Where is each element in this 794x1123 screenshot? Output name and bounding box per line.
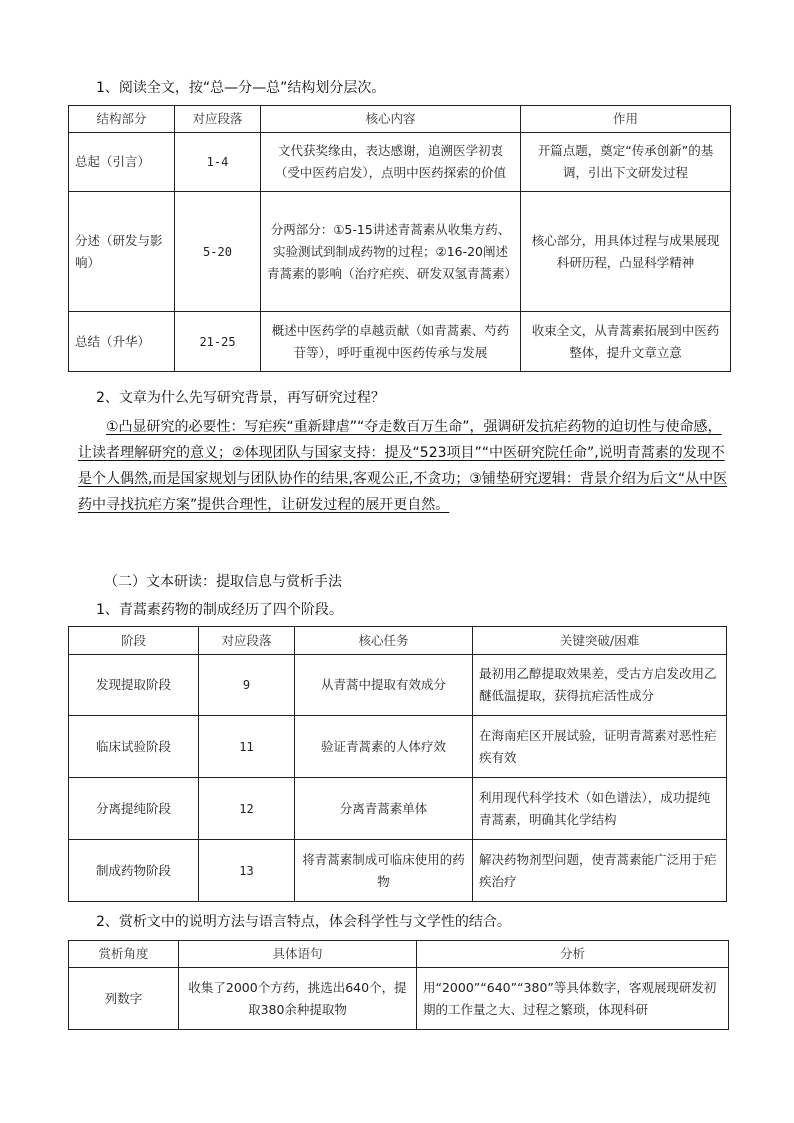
stage-name: 制成药物阶段 [69,840,199,902]
table-row [69,716,727,778]
table-row [69,133,731,192]
paragraph-range: 21-25 [175,312,261,372]
structure-part: 总起（引言） [69,133,175,192]
table-row [69,312,731,372]
table-header-row [69,941,729,968]
header-cell: 具体语句 [179,941,417,968]
core-content: 文代获奖缘由，表达感谢，追溯医学初衷（受中医药启发），点明中医药探索的价值 [261,133,521,192]
paragraph-range: 1-4 [175,133,261,192]
paragraph-number: 9 [199,655,295,716]
quoted-sentence: 收集了2000个方药，挑选出640个，提取380余种提取物 [179,968,417,1030]
core-content: 分两部分：①5-15讲述青蒿素从收集方药、实验测试到制成药物的过程；②16-20阐述青蒿素的影响（治疗疟疾、研发双氢青蒿素） [261,192,521,312]
key-breakthrough: 利用现代科学技术（如色谱法），成功提纯青蒿素，明确其化学结构 [473,778,727,840]
structure-table [68,105,731,372]
paragraph-number: 12 [199,778,295,840]
header-cell: 分析 [417,941,729,968]
function-text: 核心部分，用具体过程与成果展现科研历程，凸显科学精神 [521,192,731,312]
key-breakthrough: 最初用乙醇提取效果差，受古方启发改用乙醚低温提取，获得抗疟活性成分 [473,655,727,716]
paragraph-number: 11 [199,716,295,778]
core-content: 概述中医药学的卓越贡献（如青蒿素、芍药苷等），呼吁重视中医药传承与发展 [261,312,521,372]
header-cell: 作用 [521,106,731,133]
stage-name: 发现提取阶段 [69,655,199,716]
table-row [69,778,727,840]
core-task: 验证青蒿素的人体疗效 [295,716,473,778]
header-cell: 结构部分 [69,106,175,133]
analysis-angle: 列数字 [69,968,179,1030]
header-cell: 阶段 [69,627,199,655]
question-4-title: 2、赏析文中的说明方法与语言特点，体会科学性与文学性的结合。 [96,914,511,930]
table-row [69,192,731,312]
structure-part: 分述（研发与影响） [69,192,175,312]
header-cell: 核心内容 [261,106,521,133]
section-title: （二）文本研读：提取信息与赏析手法 [104,574,342,590]
header-cell: 对应段落 [199,627,295,655]
analysis-table [68,940,729,1030]
question-2-title: 2、文章为什么先写研究背景，再写研究过程？ [96,390,385,406]
key-breakthrough: 解决药物剂型问题，使青蒿素能广泛用于疟疾治疗 [473,840,727,902]
function-text: 开篇点题，奠定“传承创新”的基调，引出下文研发过程 [521,133,731,192]
table-header-row [69,106,731,133]
header-cell: 对应段落 [175,106,261,133]
core-task: 从青蒿中提取有效成分 [295,655,473,716]
question-2-answer [78,414,728,518]
function-text: 收束全文，从青蒿素拓展到中医药整体，提升文章立意 [521,312,731,372]
paragraph-range: 5-20 [175,192,261,312]
answer-text: ①凸显研究的必要性：写疟疾“重新肆虐”“夺走数百万生命”，强调研发抗疟药物的迫切性与使命感，让读者理解研究的意义；②体现团队与国家支持：提及“523项目”“中医研究院任命”,说明青蒿素的发现不是个人偶然,而是国家规划与团队协作的结果,客观公正,不贪功；③铺垫研究逻辑：背景介绍为后文“从中医药中寻找抗疟方案”提供合理性，让研发过程的展开更自然。 [78,419,728,513]
analysis-text: 用“2000”“640”“380”等具体数字，客观展现研发初期的工作量之大、过程之繁琐，体现科研 [417,968,729,1030]
stage-name: 分离提纯阶段 [69,778,199,840]
table-header-row [69,627,727,655]
header-cell: 核心任务 [295,627,473,655]
core-task: 将青蒿素制成可临床使用的药物 [295,840,473,902]
structure-part: 总结（升华） [69,312,175,372]
core-task: 分离青蒿素单体 [295,778,473,840]
key-breakthrough: 在海南疟区开展试验，证明青蒿素对恶性疟疾有效 [473,716,727,778]
stage-name: 临床试验阶段 [69,716,199,778]
stages-table [68,626,727,902]
header-cell: 赏析角度 [69,941,179,968]
question-1-title: 1、阅读全文，按“总—分—总”结构划分层次。 [96,80,386,96]
table-row [69,840,727,902]
question-3-title: 1、青蒿素药物的制成经历了四个阶段。 [96,602,343,618]
table-row [69,655,727,716]
header-cell: 关键突破/困难 [473,627,727,655]
paragraph-number: 13 [199,840,295,902]
table-row [69,968,729,1030]
